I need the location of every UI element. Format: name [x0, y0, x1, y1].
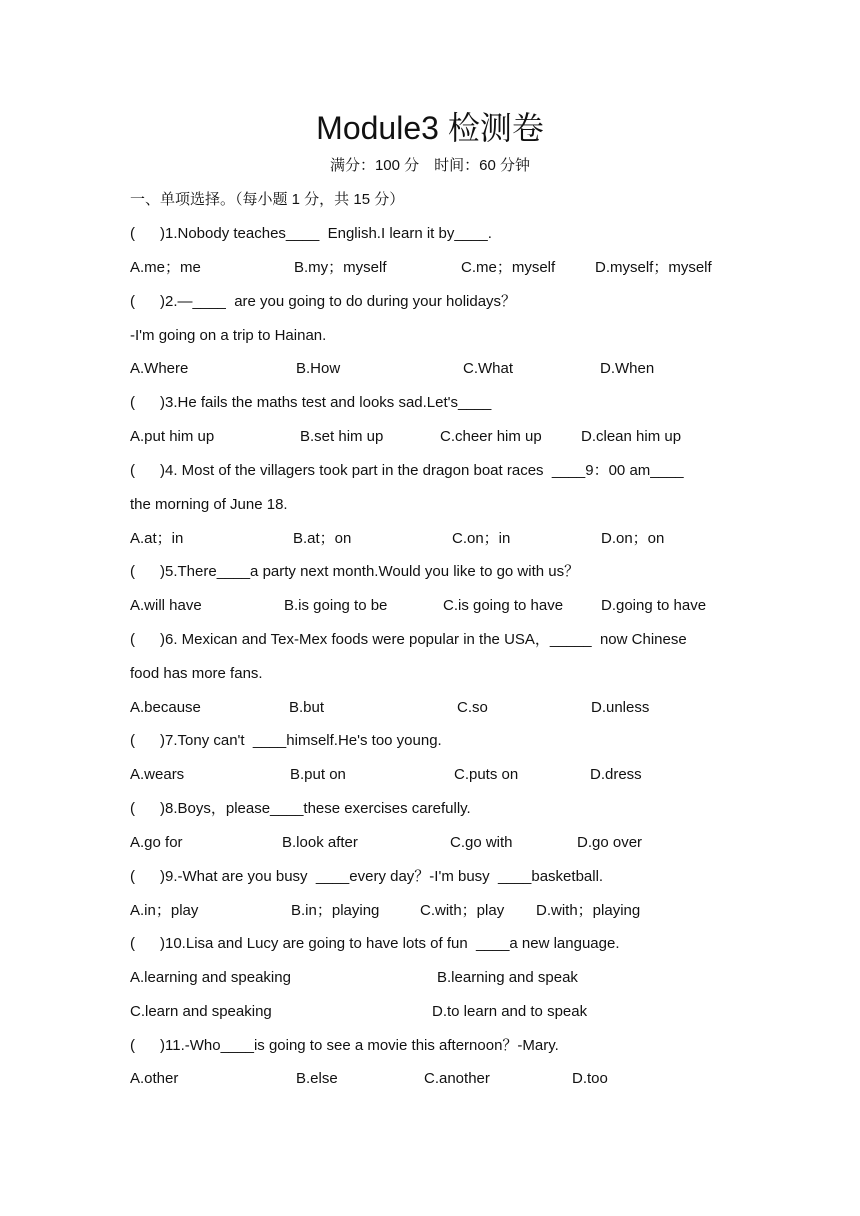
question-9-option-c: C.with；play	[420, 902, 505, 919]
question-2-option-d: D.When	[600, 360, 655, 377]
question-5-option-b: B.is going to be	[284, 597, 388, 614]
question-6-option-b: B.but	[289, 699, 325, 716]
question-10-option-a: A.learning and speaking	[130, 969, 291, 986]
question-2-stem-continued: -I'm going on a trip to Hainan.	[130, 327, 327, 344]
question-3-option-d: D.clean him up	[581, 428, 682, 445]
question-1-stem: ( )1.Nobody teaches____ English.I learn it by____.	[130, 225, 492, 242]
question-6-option-a: A.because	[130, 699, 201, 716]
question-10-option-c: C.learn and speaking	[130, 1003, 272, 1020]
question-11-stem: ( )11.-Who____is going to see a movie this afternoon？-Mary.	[130, 1037, 559, 1054]
question-10-option-d: D.to learn and to speak	[432, 1003, 588, 1020]
question-7-option-a: A.wears	[130, 766, 185, 783]
question-5-option-a: A.will have	[130, 597, 202, 614]
question-10-option-b: B.learning and speak	[437, 969, 578, 986]
question-4-stem-continued: the morning of June 18.	[130, 496, 288, 513]
question-1-option-c: C.me；myself	[461, 259, 556, 276]
question-2-option-b: B.How	[296, 360, 341, 377]
question-1-option-b: B.my；myself	[294, 259, 387, 276]
question-11-option-d: D.too	[572, 1070, 608, 1087]
question-4-option-a: A.at；in	[130, 530, 184, 547]
question-8-option-a: A.go for	[130, 834, 183, 851]
question-3-option-b: B.set him up	[300, 428, 384, 445]
page-title: Module3 检测卷	[316, 110, 544, 146]
question-9-stem: ( )9.-What are you busy ____every day？-I'm busy ____basketball.	[130, 868, 604, 885]
question-4-option-c: C.on；in	[452, 530, 511, 547]
question-9-option-a: A.in；play	[130, 902, 199, 919]
question-7-stem: ( )7.Tony can't ____himself.He's too young.	[130, 732, 442, 749]
question-4-stem: ( )4. Most of the villagers took part in the dragon boat races ____9：00 am____	[130, 462, 684, 479]
question-3-option-c: C.cheer him up	[440, 428, 542, 445]
question-9-option-b: B.in；playing	[291, 902, 380, 919]
question-11-option-a: A.other	[130, 1070, 179, 1087]
question-7-option-b: B.put on	[290, 766, 346, 783]
question-5-stem: ( )5.There____a party next month.Would you like to go with us？	[130, 563, 580, 580]
question-2-option-a: A.Where	[130, 360, 189, 377]
question-8-stem: ( )8.Boys，please____these exercises carefully.	[130, 800, 471, 817]
question-5-option-d: D.going to have	[601, 597, 707, 614]
question-4-option-b: B.at；on	[293, 530, 352, 547]
question-8-option-b: B.look after	[282, 834, 358, 851]
question-3-stem: ( )3.He fails the maths test and looks sad.Let's____	[130, 394, 492, 411]
question-9-option-d: D.with；playing	[536, 902, 641, 919]
question-11-option-b: B.else	[296, 1070, 338, 1087]
question-6-stem: ( )6. Mexican and Tex-Mex foods were popular in the USA，_____ now Chinese	[130, 631, 687, 648]
question-8-option-c: C.go with	[450, 834, 513, 851]
section-heading: 一、单项选择。（每小题 1 分，共 15 分）	[130, 191, 405, 208]
question-8-option-d: D.go over	[577, 834, 643, 851]
question-6-option-d: D.unless	[591, 699, 650, 716]
question-11-option-c: C.another	[424, 1070, 490, 1087]
score-time-info: 满分：100 分 时间：60 分钟	[329, 157, 531, 174]
question-1-option-a: A.me；me	[130, 259, 201, 276]
question-2-stem: ( )2.—____ are you going to do during your holidays？	[130, 293, 517, 310]
question-10-stem: ( )10.Lisa and Lucy are going to have lots of fun ____a new language.	[130, 935, 620, 952]
question-4-option-d: D.on；on	[601, 530, 665, 547]
question-7-option-c: C.puts on	[454, 766, 519, 783]
question-2-option-c: C.What	[463, 360, 514, 377]
question-7-option-d: D.dress	[590, 766, 642, 783]
question-5-option-c: C.is going to have	[443, 597, 564, 614]
question-6-stem-continued: food has more fans.	[130, 665, 263, 682]
question-6-option-c: C.so	[457, 699, 488, 716]
question-3-option-a: A.put him up	[130, 428, 215, 445]
question-1-option-d: D.myself；myself	[595, 259, 712, 276]
